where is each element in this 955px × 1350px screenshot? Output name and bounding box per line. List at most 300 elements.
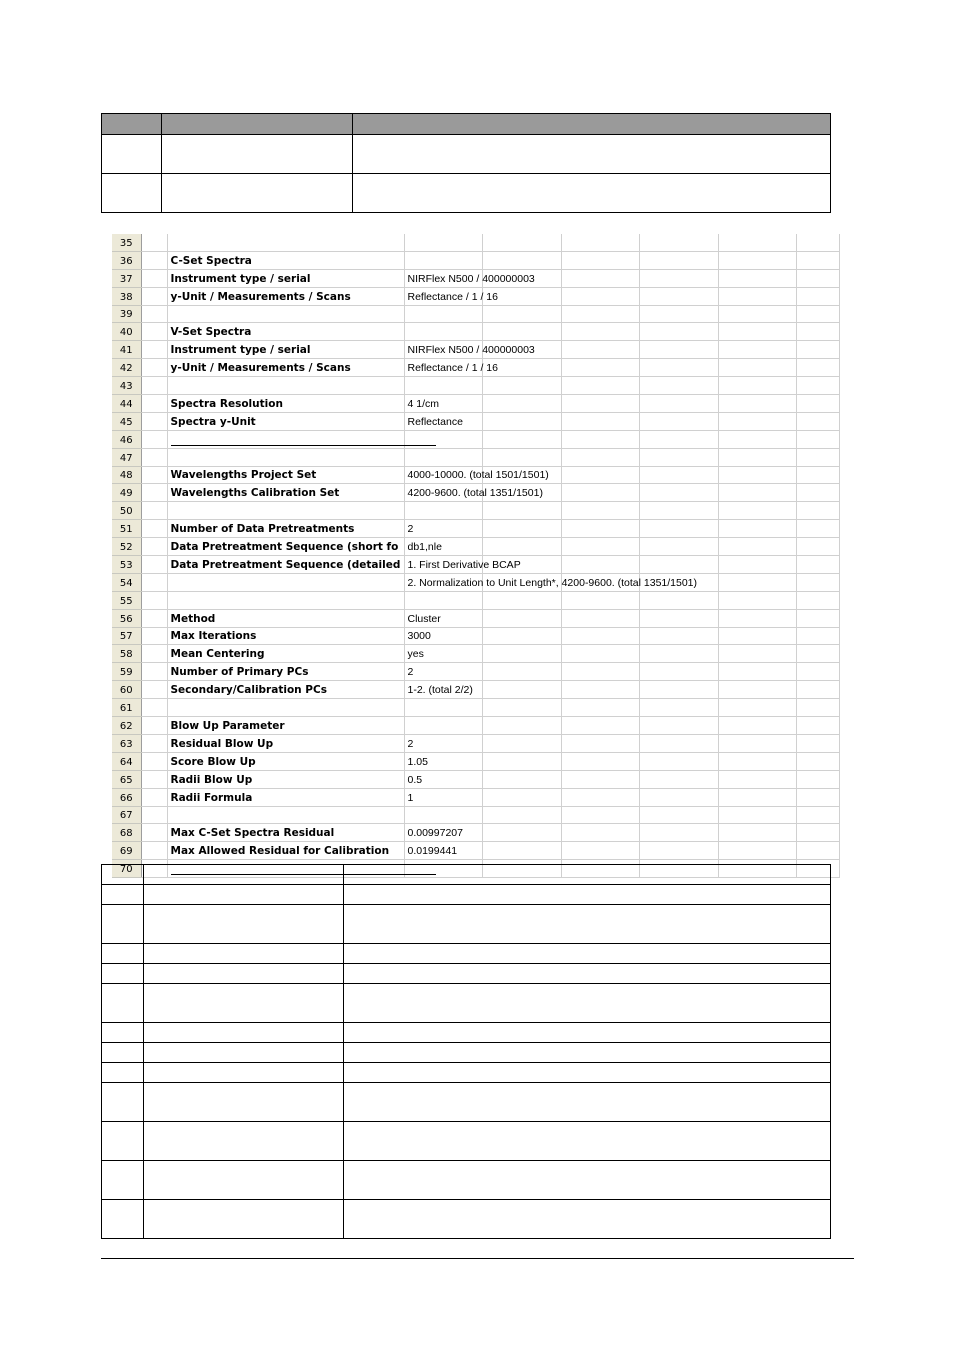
row-value: 2 bbox=[404, 734, 482, 752]
cell bbox=[718, 770, 796, 788]
sheet-row bbox=[112, 395, 839, 413]
row-number: 37 bbox=[112, 269, 141, 287]
cell bbox=[718, 699, 796, 717]
cell bbox=[141, 842, 167, 860]
cell bbox=[796, 699, 839, 717]
row-number: 39 bbox=[112, 305, 141, 323]
row-value: 0.00997207 bbox=[404, 824, 482, 842]
cell bbox=[561, 806, 639, 824]
sheet-row bbox=[112, 681, 839, 699]
cell bbox=[561, 734, 639, 752]
cell bbox=[639, 359, 718, 377]
row-label: Instrument type / serial bbox=[167, 341, 404, 359]
cell bbox=[718, 234, 796, 251]
row-number: 42 bbox=[112, 359, 141, 377]
row-number: 68 bbox=[112, 824, 141, 842]
table-row bbox=[102, 964, 831, 984]
row-label bbox=[167, 860, 404, 878]
table-row bbox=[102, 1023, 831, 1043]
row-label bbox=[167, 699, 404, 717]
row-number: 43 bbox=[112, 377, 141, 395]
row-label: Residual Blow Up bbox=[167, 734, 404, 752]
cell bbox=[796, 824, 839, 842]
cell bbox=[141, 573, 167, 591]
row-value: 3000 bbox=[404, 627, 482, 645]
row-label: Wavelengths Project Set bbox=[167, 466, 404, 484]
cell bbox=[141, 234, 167, 251]
cell bbox=[796, 377, 839, 395]
cell bbox=[141, 681, 167, 699]
cell bbox=[141, 663, 167, 681]
cell bbox=[561, 269, 639, 287]
row-number: 55 bbox=[112, 591, 141, 609]
row-value: 0.0199441 bbox=[404, 842, 482, 860]
row-label bbox=[167, 377, 404, 395]
cell bbox=[482, 502, 561, 520]
cell bbox=[561, 287, 639, 305]
cell bbox=[141, 287, 167, 305]
row-value: 1 bbox=[404, 788, 482, 806]
cell bbox=[718, 395, 796, 413]
cell bbox=[796, 591, 839, 609]
cell bbox=[796, 448, 839, 466]
cell bbox=[561, 430, 639, 448]
row-label bbox=[167, 430, 404, 448]
cell bbox=[482, 448, 561, 466]
cell bbox=[796, 305, 839, 323]
sheet-row bbox=[112, 430, 839, 448]
row-number: 69 bbox=[112, 842, 141, 860]
row-label: Spectra y-Unit bbox=[167, 412, 404, 430]
row-value: 1-2. (total 2/2) bbox=[404, 681, 482, 699]
row-label: Secondary/Calibration PCs bbox=[167, 681, 404, 699]
cell bbox=[561, 538, 639, 556]
table-row bbox=[102, 1161, 831, 1200]
cell bbox=[718, 520, 796, 538]
cell bbox=[482, 251, 561, 269]
row-label bbox=[167, 502, 404, 520]
row-number: 45 bbox=[112, 412, 141, 430]
cell bbox=[561, 251, 639, 269]
cell bbox=[482, 609, 561, 627]
cell bbox=[639, 806, 718, 824]
row-number: 36 bbox=[112, 251, 141, 269]
row-number: 49 bbox=[112, 484, 141, 502]
row-value bbox=[404, 717, 482, 735]
cell bbox=[796, 770, 839, 788]
cell bbox=[796, 430, 839, 448]
cell bbox=[639, 681, 718, 699]
row-number: 62 bbox=[112, 717, 141, 735]
row-label: Max Iterations bbox=[167, 627, 404, 645]
cell bbox=[482, 627, 561, 645]
sheet-row bbox=[112, 609, 839, 627]
cell bbox=[561, 484, 639, 502]
cell bbox=[639, 645, 718, 663]
cell bbox=[718, 717, 796, 735]
sheet-row bbox=[112, 734, 839, 752]
cell bbox=[561, 412, 639, 430]
cell bbox=[561, 770, 639, 788]
cell bbox=[561, 681, 639, 699]
cell bbox=[796, 520, 839, 538]
cell bbox=[141, 538, 167, 556]
row-number: 47 bbox=[112, 448, 141, 466]
cell bbox=[639, 717, 718, 735]
sheet-row bbox=[112, 359, 839, 377]
row-value: Reflectance bbox=[404, 412, 482, 430]
row-number: 66 bbox=[112, 788, 141, 806]
cell bbox=[141, 609, 167, 627]
cell bbox=[482, 788, 561, 806]
cell bbox=[561, 323, 639, 341]
row-value bbox=[404, 323, 482, 341]
row-label: V-Set Spectra bbox=[167, 323, 404, 341]
cell bbox=[639, 395, 718, 413]
cell bbox=[141, 484, 167, 502]
cell bbox=[639, 484, 718, 502]
cell bbox=[141, 305, 167, 323]
row-number: 53 bbox=[112, 556, 141, 574]
row-number: 57 bbox=[112, 627, 141, 645]
row-value: 0.5 bbox=[404, 770, 482, 788]
row-label bbox=[167, 591, 404, 609]
cell bbox=[639, 609, 718, 627]
row-number: 52 bbox=[112, 538, 141, 556]
cell bbox=[561, 448, 639, 466]
cell bbox=[718, 448, 796, 466]
cell bbox=[796, 609, 839, 627]
row-number: 70 bbox=[112, 860, 141, 878]
row-number: 44 bbox=[112, 395, 141, 413]
sheet-row bbox=[112, 627, 839, 645]
row-value bbox=[404, 251, 482, 269]
row-value bbox=[404, 502, 482, 520]
sheet-row bbox=[112, 234, 839, 251]
cell bbox=[482, 412, 561, 430]
table-row bbox=[102, 905, 831, 944]
cell bbox=[141, 645, 167, 663]
table-row bbox=[102, 1063, 831, 1083]
cell bbox=[718, 645, 796, 663]
row-number: 41 bbox=[112, 341, 141, 359]
cell bbox=[718, 752, 796, 770]
row-label bbox=[167, 806, 404, 824]
cell bbox=[639, 627, 718, 645]
cell bbox=[639, 663, 718, 681]
row-label: Mean Centering bbox=[167, 645, 404, 663]
cell bbox=[482, 681, 561, 699]
cell bbox=[482, 806, 561, 824]
cell bbox=[718, 573, 796, 591]
row-value: Cluster bbox=[404, 609, 482, 627]
cell bbox=[141, 502, 167, 520]
row-label: Radii Formula bbox=[167, 788, 404, 806]
sheet-row bbox=[112, 556, 839, 574]
table-row bbox=[102, 1083, 831, 1122]
row-value: 1.05 bbox=[404, 752, 482, 770]
cell bbox=[796, 502, 839, 520]
cell bbox=[561, 359, 639, 377]
row-value: 4 1/cm bbox=[404, 395, 482, 413]
sheet-row bbox=[112, 287, 839, 305]
cell bbox=[796, 842, 839, 860]
row-value: Reflectance / 1 / 16 bbox=[404, 359, 482, 377]
cell bbox=[561, 341, 639, 359]
sheet-row bbox=[112, 573, 839, 591]
cell bbox=[482, 305, 561, 323]
cell bbox=[639, 430, 718, 448]
row-value: 2 bbox=[404, 520, 482, 538]
cell bbox=[718, 627, 796, 645]
cell bbox=[639, 412, 718, 430]
row-value: Reflectance / 1 / 16 bbox=[404, 287, 482, 305]
cell bbox=[718, 681, 796, 699]
cell bbox=[561, 717, 639, 735]
sheet-row bbox=[112, 341, 839, 359]
cell bbox=[639, 734, 718, 752]
cell bbox=[639, 699, 718, 717]
cell bbox=[561, 824, 639, 842]
sheet-row bbox=[112, 251, 839, 269]
row-value: 2 bbox=[404, 663, 482, 681]
row-value bbox=[404, 305, 482, 323]
row-number: 38 bbox=[112, 287, 141, 305]
row-label: Wavelengths Calibration Set bbox=[167, 484, 404, 502]
cell bbox=[639, 556, 718, 574]
row-label: Radii Blow Up bbox=[167, 770, 404, 788]
cell bbox=[718, 663, 796, 681]
cell bbox=[796, 269, 839, 287]
cell bbox=[561, 627, 639, 645]
sheet-row bbox=[112, 717, 839, 735]
cell bbox=[796, 734, 839, 752]
cell bbox=[141, 788, 167, 806]
cell bbox=[796, 341, 839, 359]
cell bbox=[718, 734, 796, 752]
row-number: 56 bbox=[112, 609, 141, 627]
sheet-row bbox=[112, 806, 839, 824]
sheet-row bbox=[112, 448, 839, 466]
row-number: 64 bbox=[112, 752, 141, 770]
footer-rule bbox=[101, 1258, 854, 1259]
cell bbox=[718, 430, 796, 448]
cell bbox=[141, 412, 167, 430]
sheet-row bbox=[112, 538, 839, 556]
row-number: 58 bbox=[112, 645, 141, 663]
cell bbox=[639, 251, 718, 269]
cell bbox=[561, 234, 639, 251]
cell bbox=[141, 251, 167, 269]
cell bbox=[141, 734, 167, 752]
cell bbox=[796, 556, 839, 574]
cell bbox=[141, 395, 167, 413]
row-number: 35 bbox=[112, 234, 141, 251]
row-label: y-Unit / Measurements / Scans bbox=[167, 359, 404, 377]
row-value bbox=[404, 234, 482, 251]
row-number: 60 bbox=[112, 681, 141, 699]
cell bbox=[141, 323, 167, 341]
row-label bbox=[167, 234, 404, 251]
sheet-row bbox=[112, 377, 839, 395]
cell bbox=[639, 305, 718, 323]
row-number: 65 bbox=[112, 770, 141, 788]
sheet-row bbox=[112, 502, 839, 520]
cell bbox=[718, 806, 796, 824]
cell bbox=[141, 430, 167, 448]
sheet-row bbox=[112, 663, 839, 681]
table-header-row bbox=[102, 114, 831, 135]
cell bbox=[482, 842, 561, 860]
cell bbox=[718, 538, 796, 556]
cell bbox=[796, 323, 839, 341]
separator-line bbox=[171, 445, 436, 446]
table-row bbox=[102, 984, 831, 1023]
cell bbox=[561, 663, 639, 681]
top-table bbox=[101, 113, 831, 213]
cell bbox=[561, 520, 639, 538]
row-label: Max Allowed Residual for Calibration bbox=[167, 842, 404, 860]
cell bbox=[718, 788, 796, 806]
cell bbox=[482, 395, 561, 413]
sheet-row bbox=[112, 824, 839, 842]
sheet-row bbox=[112, 520, 839, 538]
row-value: 4000-10000. (total 1501/1501) bbox=[404, 466, 482, 484]
row-number: 63 bbox=[112, 734, 141, 752]
sheet-row bbox=[112, 323, 839, 341]
cell bbox=[718, 412, 796, 430]
table-row bbox=[102, 885, 831, 905]
table-row bbox=[102, 944, 831, 964]
cell bbox=[718, 377, 796, 395]
cell bbox=[639, 502, 718, 520]
cell bbox=[482, 663, 561, 681]
cell bbox=[796, 752, 839, 770]
sheet-row bbox=[112, 591, 839, 609]
cell bbox=[796, 538, 839, 556]
cell bbox=[639, 824, 718, 842]
bottom-table bbox=[101, 864, 831, 1239]
cell bbox=[796, 359, 839, 377]
sheet-row bbox=[112, 466, 839, 484]
cell bbox=[482, 717, 561, 735]
row-label: Spectra Resolution bbox=[167, 395, 404, 413]
row-value bbox=[404, 448, 482, 466]
cell bbox=[482, 538, 561, 556]
cell bbox=[141, 359, 167, 377]
row-value: NIRFlex N500 / 400000003 bbox=[404, 269, 482, 287]
cell bbox=[141, 717, 167, 735]
table-row bbox=[102, 1122, 831, 1161]
table-row bbox=[102, 1200, 831, 1239]
cell bbox=[561, 395, 639, 413]
cell bbox=[141, 377, 167, 395]
cell bbox=[141, 752, 167, 770]
row-value bbox=[404, 591, 482, 609]
cell bbox=[718, 269, 796, 287]
cell bbox=[639, 287, 718, 305]
cell bbox=[718, 341, 796, 359]
cell bbox=[796, 466, 839, 484]
row-label: Max C-Set Spectra Residual bbox=[167, 824, 404, 842]
cell bbox=[718, 359, 796, 377]
cell bbox=[639, 269, 718, 287]
cell bbox=[141, 627, 167, 645]
row-label: Instrument type / serial bbox=[167, 269, 404, 287]
separator-line bbox=[171, 874, 436, 875]
cell bbox=[796, 573, 839, 591]
cell bbox=[482, 699, 561, 717]
cell bbox=[796, 395, 839, 413]
row-number: 61 bbox=[112, 699, 141, 717]
sheet-row bbox=[112, 484, 839, 502]
cell bbox=[141, 269, 167, 287]
row-label: Data Pretreatment Sequence (detailed bbox=[167, 556, 404, 574]
cell bbox=[718, 842, 796, 860]
row-label: Data Pretreatment Sequence (short fo bbox=[167, 538, 404, 556]
row-number: 40 bbox=[112, 323, 141, 341]
cell bbox=[561, 788, 639, 806]
cell bbox=[796, 717, 839, 735]
row-label: Method bbox=[167, 609, 404, 627]
cell bbox=[639, 377, 718, 395]
cell bbox=[561, 699, 639, 717]
table-row bbox=[102, 174, 831, 213]
cell bbox=[482, 752, 561, 770]
cell bbox=[482, 234, 561, 251]
cell bbox=[718, 824, 796, 842]
cell bbox=[141, 448, 167, 466]
cell bbox=[639, 538, 718, 556]
cell bbox=[482, 591, 561, 609]
table-row bbox=[102, 135, 831, 174]
cell bbox=[561, 645, 639, 663]
cell bbox=[141, 520, 167, 538]
row-label: Number of Primary PCs bbox=[167, 663, 404, 681]
cell bbox=[561, 556, 639, 574]
row-value bbox=[404, 806, 482, 824]
cell bbox=[639, 591, 718, 609]
row-value: 4200-9600. (total 1351/1501) bbox=[404, 484, 482, 502]
sheet-row bbox=[112, 699, 839, 717]
sheet-row bbox=[112, 842, 839, 860]
cell bbox=[796, 287, 839, 305]
cell bbox=[796, 806, 839, 824]
cell bbox=[718, 287, 796, 305]
row-label bbox=[167, 305, 404, 323]
row-number: 54 bbox=[112, 573, 141, 591]
cell bbox=[718, 484, 796, 502]
cell bbox=[796, 663, 839, 681]
cell bbox=[561, 466, 639, 484]
cell bbox=[482, 323, 561, 341]
sheet-row bbox=[112, 752, 839, 770]
cell bbox=[141, 699, 167, 717]
cell bbox=[718, 251, 796, 269]
row-number: 59 bbox=[112, 663, 141, 681]
cell bbox=[639, 788, 718, 806]
spreadsheet-screenshot bbox=[112, 234, 839, 876]
row-label bbox=[167, 573, 404, 591]
row-value bbox=[404, 699, 482, 717]
cell bbox=[796, 627, 839, 645]
cell bbox=[718, 323, 796, 341]
row-number: 67 bbox=[112, 806, 141, 824]
cell bbox=[482, 734, 561, 752]
row-label: Number of Data Pretreatments bbox=[167, 520, 404, 538]
cell bbox=[561, 377, 639, 395]
cell bbox=[141, 556, 167, 574]
